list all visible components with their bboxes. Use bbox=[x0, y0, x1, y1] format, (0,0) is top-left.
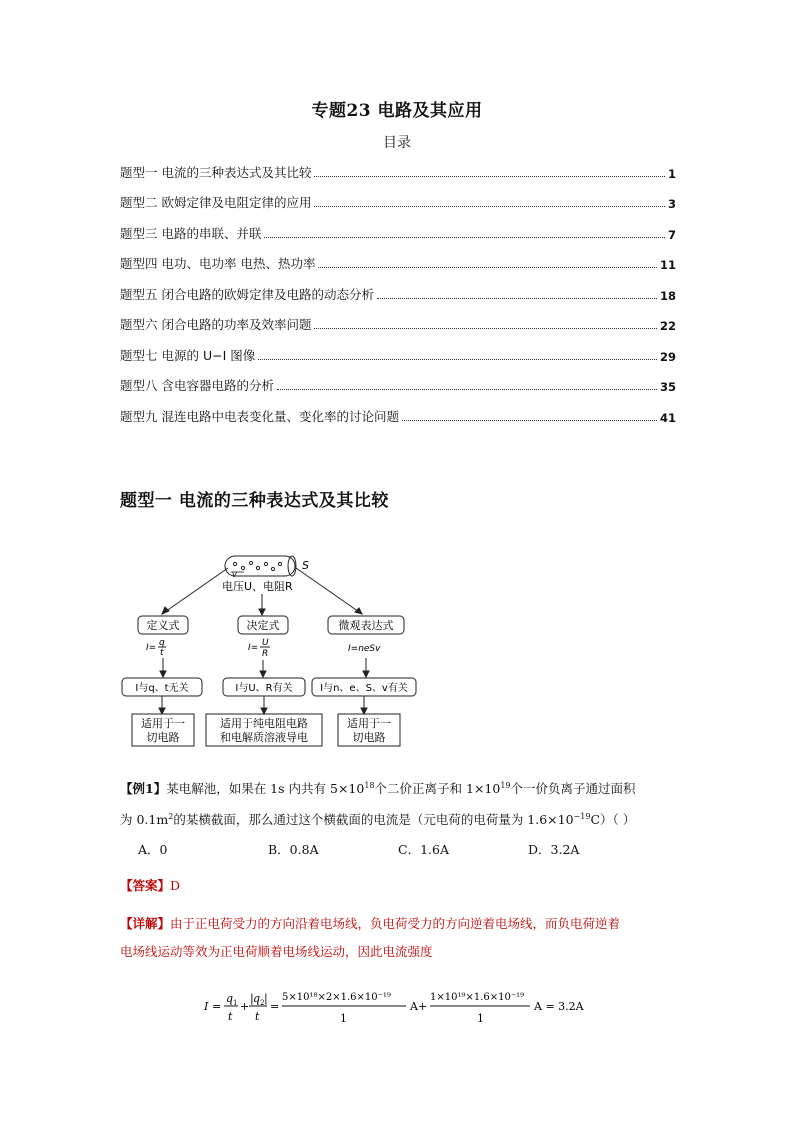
toc-entry[interactable] bbox=[120, 333, 676, 364]
toc-label: 题型五 闭合电路的欧姆定律及电路的动态分析 bbox=[120, 286, 374, 302]
question-part: 个二价正离子和 1×10 bbox=[374, 781, 501, 796]
toc-page: 29 bbox=[659, 349, 676, 364]
exponent: −19 bbox=[573, 812, 591, 821]
scope-3-line1: 适用于一 bbox=[347, 717, 391, 730]
document-title: 专题23 电路及其应用 bbox=[311, 101, 483, 121]
svg-text:=: = bbox=[270, 1000, 280, 1013]
current-expressions-diagram bbox=[110, 552, 430, 752]
toc-leader bbox=[264, 237, 665, 238]
toc-page: 11 bbox=[659, 258, 676, 272]
toc-label: 题型六 闭合电路的功率及效率问题 bbox=[120, 317, 312, 332]
toc-leader bbox=[318, 267, 657, 268]
relation-2: I与U、R有关 bbox=[235, 683, 293, 694]
formula-arrows bbox=[160, 658, 369, 677]
relation-3: I与n、e、S、v有关 bbox=[320, 683, 408, 694]
toc-label: 题型一 电流的三种表达式及其比较 bbox=[120, 164, 312, 180]
toc-leader bbox=[314, 176, 665, 177]
explanation bbox=[120, 910, 680, 966]
denominator-2: 1 bbox=[477, 1012, 484, 1025]
toc-page: 22 bbox=[659, 319, 676, 333]
toc-label: 题型八 含电容器电路的分析 bbox=[120, 378, 274, 393]
svg-text:+: + bbox=[240, 1000, 250, 1013]
answer-tag: 【答案】 bbox=[120, 878, 171, 893]
exponent: 19 bbox=[500, 781, 511, 790]
toc-label: 题型三 电路的串联、并联 bbox=[120, 225, 262, 241]
svg-text:I=: I= bbox=[248, 643, 259, 653]
question-part: 的某横截面，那么通过这个横截面的电流是（元电荷的电荷量为 1.6×10 bbox=[173, 812, 574, 827]
exponent: 2 bbox=[168, 812, 174, 821]
svg-text:I=: I= bbox=[146, 643, 157, 653]
svg-text:q: q bbox=[159, 638, 165, 648]
toc-entry[interactable] bbox=[120, 181, 676, 212]
toc-page: 7 bbox=[667, 227, 676, 242]
voltage-resistance-label: 电压U、电阻R bbox=[222, 580, 293, 593]
toc-entry[interactable] bbox=[120, 150, 676, 181]
svg-text:I=neSv: I=neSv bbox=[348, 644, 381, 654]
toc-leader bbox=[277, 389, 657, 390]
choice-d[interactable]: D．3.2A bbox=[528, 842, 580, 857]
toc-entry[interactable] bbox=[120, 242, 676, 273]
scope-3-line2: 切电路 bbox=[352, 731, 386, 744]
svg-text:=: = bbox=[212, 1000, 222, 1013]
scope-1-line1: 适用于一 bbox=[141, 717, 185, 730]
toc-label: 题型七 电源的 U−I 图像 bbox=[120, 347, 256, 363]
svg-text:q: q bbox=[253, 992, 261, 1005]
toc-page: 3 bbox=[667, 197, 676, 211]
table-of-contents bbox=[120, 150, 676, 425]
relation-1: I与q、t无关 bbox=[135, 683, 189, 694]
question-part: 个一价负离子通过面积 bbox=[510, 781, 636, 796]
svg-text:|: | bbox=[264, 992, 268, 1005]
svg-text:I: I bbox=[204, 1000, 209, 1013]
decisive-label: 决定式 bbox=[246, 619, 280, 632]
detail-text-1: 由于正电荷受力的方向沿着电场线，负电荷受力的方向逆着电场线，而负电荷逆着 bbox=[170, 916, 621, 931]
detail-text-2: 电场线运动等效为正电荷顺着电场线运动，因此电流强度 bbox=[120, 944, 433, 959]
choice-b[interactable]: B．0.8A bbox=[268, 842, 319, 857]
answer-line bbox=[120, 876, 180, 894]
toc-label: 题型二 欧姆定律及电阻定律的应用 bbox=[120, 195, 312, 210]
svg-text:A+: A+ bbox=[410, 1000, 428, 1013]
svg-text:t: t bbox=[228, 1010, 233, 1023]
denominator-1: 1 bbox=[340, 1012, 347, 1025]
toc-entry[interactable] bbox=[120, 272, 676, 303]
toc-leader bbox=[258, 359, 657, 360]
current-formula bbox=[200, 980, 600, 1030]
formula-result: A = 3.2A bbox=[534, 1000, 584, 1013]
svg-text:1: 1 bbox=[233, 999, 238, 1007]
svg-text:q: q bbox=[226, 992, 234, 1005]
numerator-1: 5×10¹⁸×2×1.6×10⁻¹⁹ bbox=[282, 992, 391, 1003]
toc-entry[interactable] bbox=[120, 303, 676, 334]
svg-text:t: t bbox=[255, 1010, 260, 1023]
toc-page: 18 bbox=[659, 288, 676, 303]
choice-a[interactable]: A．0 bbox=[138, 842, 168, 857]
velocity-label: v bbox=[232, 570, 237, 579]
svg-text:2: 2 bbox=[260, 999, 265, 1007]
numerator-2: 1×10¹⁹×1.6×10⁻¹⁹ bbox=[430, 992, 525, 1003]
area-label: S bbox=[302, 559, 309, 572]
microscopic-label: 微观表达式 bbox=[338, 619, 394, 632]
formulas bbox=[146, 638, 381, 659]
toc-page: 1 bbox=[667, 166, 676, 181]
toc-leader bbox=[314, 206, 665, 207]
question-part: 为 0.1m bbox=[120, 812, 169, 827]
toc-heading: 目录 bbox=[383, 135, 411, 151]
question-part: C）（ ） bbox=[590, 812, 636, 827]
choice-c[interactable]: C．1.6A bbox=[398, 842, 449, 857]
answer-choices bbox=[138, 840, 658, 858]
scope-2-line1: 适用于纯电阻电路 bbox=[220, 717, 308, 730]
toc-leader bbox=[314, 328, 657, 329]
toc-leader bbox=[377, 298, 657, 299]
toc-page: 35 bbox=[659, 380, 676, 394]
toc-entry[interactable] bbox=[120, 364, 676, 395]
svg-text:U: U bbox=[262, 638, 269, 648]
toc-label: 题型四 电功、电功率 电热、热功率 bbox=[120, 256, 316, 271]
question-part: 某电解池，如果在 1s 内共有 5×10 bbox=[166, 781, 365, 796]
detail-tag: 【详解】 bbox=[120, 916, 171, 931]
scope-1-line2: 切电路 bbox=[146, 731, 180, 744]
exponent: 18 bbox=[364, 781, 375, 790]
answer-value: D bbox=[170, 878, 181, 893]
svg-text:t: t bbox=[160, 648, 164, 658]
relation-arrows bbox=[159, 696, 367, 714]
toc-leader bbox=[402, 420, 657, 421]
svg-text:R: R bbox=[262, 649, 269, 659]
scope-2-line2: 和电解质溶液导电 bbox=[220, 731, 308, 744]
svg-text:|: | bbox=[250, 992, 254, 1005]
toc-entry[interactable] bbox=[120, 394, 676, 425]
section-heading: 题型一 电流的三种表达式及其比较 bbox=[120, 491, 389, 511]
example-tag: 【例1】 bbox=[120, 781, 167, 796]
definition-label: 定义式 bbox=[146, 619, 180, 632]
toc-label: 题型九 混连电路中电表变化量、变化率的讨论问题 bbox=[120, 408, 399, 424]
toc-page: 41 bbox=[659, 410, 676, 425]
toc-entry[interactable] bbox=[120, 211, 676, 242]
question-text bbox=[120, 772, 680, 834]
